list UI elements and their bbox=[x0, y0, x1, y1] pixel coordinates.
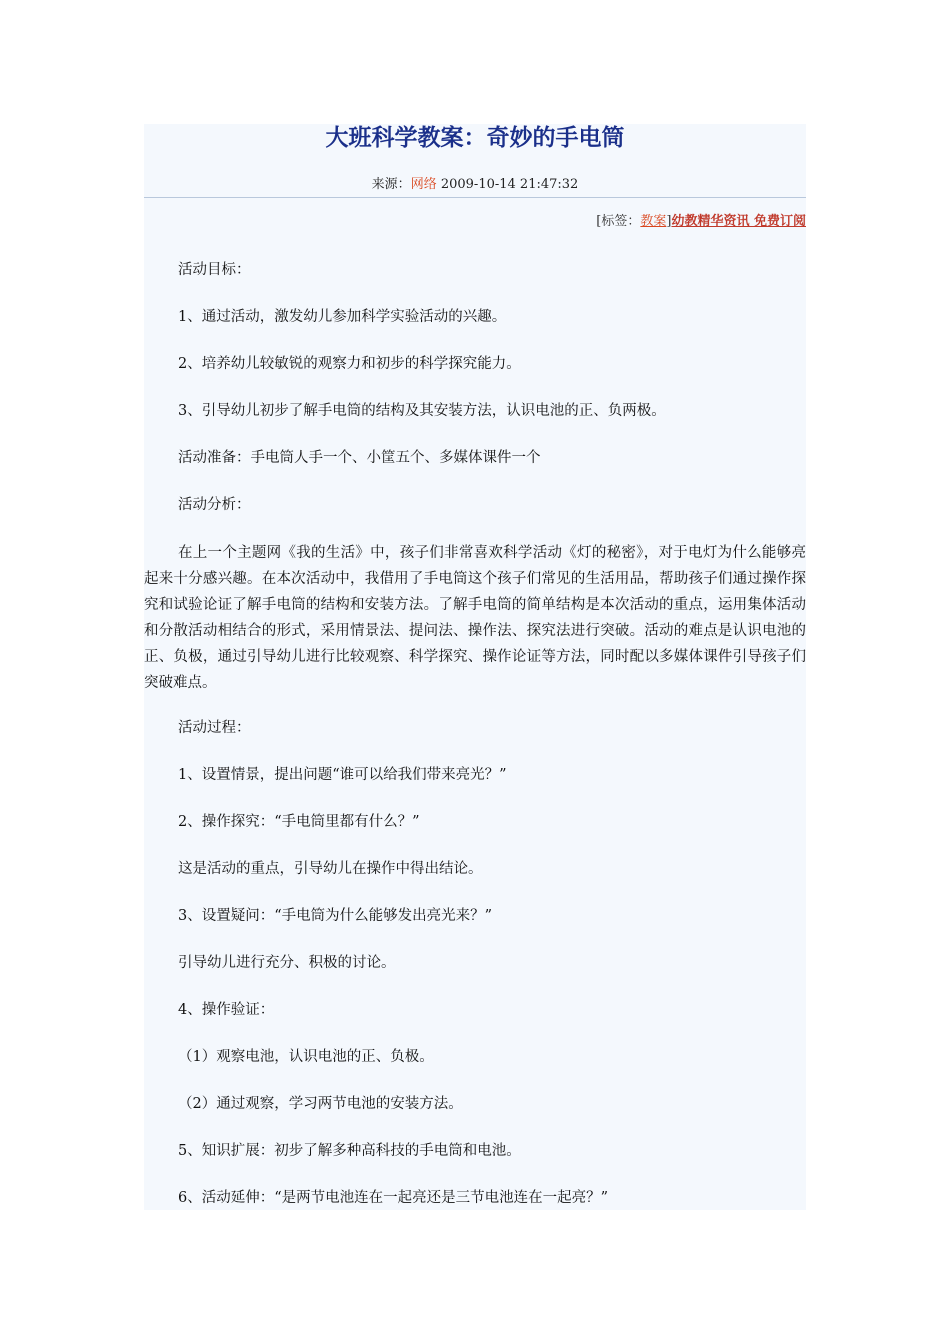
paragraph-step-3-note: 引导幼儿进行充分、积极的讨论。 bbox=[178, 955, 396, 971]
tag-prefix: [标签： bbox=[596, 214, 641, 229]
paragraph-step-4-b: （2）通过观察，学习两节电池的安装方法。 bbox=[178, 1096, 463, 1112]
source-link[interactable]: 网络 bbox=[410, 177, 437, 192]
paragraph-step-2: 2、操作探究：“手电筒里都有什么？” bbox=[178, 814, 420, 830]
paragraph-goal-3: 3、引导幼儿初步了解手电筒的结构及其安装方法，认识电池的正、负两极。 bbox=[178, 403, 666, 419]
header-divider bbox=[144, 197, 806, 198]
source-label: 来源： bbox=[371, 177, 411, 192]
tag-bar bbox=[596, 213, 806, 231]
article-panel bbox=[144, 124, 806, 1210]
paragraph-step-1: 1、设置情景，提出问题“谁可以给我们带来亮光？” bbox=[178, 767, 507, 783]
paragraph-goal-1: 1、通过活动，激发幼儿参加科学实验活动的兴趣。 bbox=[178, 309, 507, 325]
paragraph-goals-heading: 活动目标： bbox=[178, 262, 251, 278]
subscribe-link[interactable]: 幼教精华资讯 免费订阅 bbox=[671, 214, 806, 229]
paragraph-step-4-a: （1）观察电池，认识电池的正、负极。 bbox=[178, 1049, 434, 1065]
paragraph-step-5: 5、知识扩展：初步了解多种高科技的手电筒和电池。 bbox=[178, 1143, 521, 1159]
publish-datetime: 2009-10-14 21:47:32 bbox=[440, 177, 579, 192]
paragraph-goal-2: 2、培养幼儿较敏锐的观察力和初步的科学探究能力。 bbox=[178, 356, 521, 372]
tag-link-lesson-plan[interactable]: 教案 bbox=[640, 214, 667, 229]
paragraph-step-2-note: 这是活动的重点，引导幼儿在操作中得出结论。 bbox=[178, 861, 483, 877]
paragraph-step-3: 3、设置疑问：“手电筒为什么能够发出亮光来？” bbox=[178, 908, 493, 924]
paragraph-step-6: 6、活动延伸：“是两节电池连在一起亮还是三节电池连在一起亮？” bbox=[178, 1190, 609, 1206]
article-title: 大班科学教案：奇妙的手电筒 bbox=[325, 125, 625, 151]
article-body bbox=[144, 258, 806, 1233]
paragraph-analysis: 在上一个主题网《我的生活》中，孩子们非常喜欢科学活动《灯的秘密》，对于电灯为什么能够亮起来十分感兴趣。在本次活动中，我借用了手电筒这个孩子们常见的生活用品，帮助孩子们通过操作探究和试验论证了解手电筒的结构和安装方法。了解手电筒的简单结构是本次活动的重点，运用集体活动和分散活动相结合的形式，采用情景法、提问法、操作法、探究法进行突破。活动的难点是认识电池的正、负极，通过引导幼儿进行比较观察、科学探究、操作论证等方法，同时配以多媒体课件引导孩子们突破难点。 bbox=[144, 545, 806, 691]
article-meta bbox=[144, 176, 806, 194]
paragraph-analysis-heading: 活动分析： bbox=[178, 497, 251, 513]
paragraph-process-heading: 活动过程： bbox=[178, 720, 251, 736]
paragraph-step-4: 4、操作验证： bbox=[178, 1002, 275, 1018]
paragraph-preparation: 活动准备：手电筒人手一个、小筐五个、多媒体课件一个 bbox=[178, 450, 541, 466]
tag-suffix: ] bbox=[666, 214, 672, 229]
